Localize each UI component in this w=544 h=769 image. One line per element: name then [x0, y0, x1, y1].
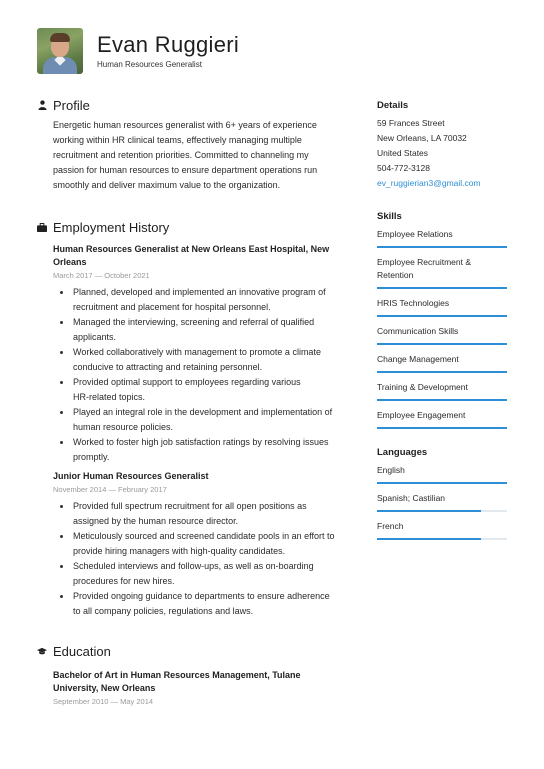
- skill-level-bar: [377, 315, 507, 317]
- skills-list: [377, 228, 507, 429]
- phone-number: 504-772-3128: [377, 163, 430, 173]
- profile-heading-text: Profile: [53, 97, 90, 113]
- language-label: English: [377, 465, 405, 475]
- list-item: Scheduled interviews and follow-ups, as well as on-boarding procedures for new hires.: [53, 559, 357, 589]
- main-column: [37, 95, 357, 706]
- language-label: Spanish; Castilian: [377, 493, 446, 503]
- employment-heading-text: Employment History: [53, 219, 170, 235]
- sidebar: [377, 100, 507, 548]
- profile-line: recruitment and retention priorities. Committed to channeling my: [53, 150, 309, 160]
- skill-level-fill: [377, 287, 507, 289]
- list-item: Meticulously sourced and screened candidate pools in an effort to provide hiring managers with high-quality candidates.: [53, 529, 357, 559]
- skill-level-fill: [377, 427, 507, 429]
- skill-label: Change Management: [377, 354, 459, 364]
- list-item: Worked to foster high job satisfaction ratings by resolving issues promptly.: [53, 435, 357, 465]
- job-bullets: [53, 499, 357, 619]
- city-line: New Orleans, LA 70032: [377, 133, 467, 143]
- skill-label: Employee Relations: [377, 229, 453, 239]
- education-date: September 2010 — May 2014: [53, 697, 154, 706]
- job-date: November 2014 — February 2017: [53, 485, 167, 494]
- list-item: Managed the interviewing, screening and referral of qualified applicants.: [53, 315, 357, 345]
- job-title-line: Human Resources Generalist at New Orleans East Hospital, New: [53, 244, 330, 254]
- candidate-name: Evan Ruggieri: [97, 31, 240, 57]
- skill-level-fill: [377, 246, 507, 248]
- skill-level-bar: [377, 287, 507, 289]
- profile-text: [53, 118, 357, 193]
- job-title: [53, 470, 357, 483]
- job-date: March 2017 — October 2021: [53, 271, 150, 280]
- skill-level-fill: [377, 399, 507, 401]
- language-level-bar: [377, 538, 507, 540]
- skill-level-fill: [377, 343, 507, 345]
- resume-header: [37, 27, 239, 74]
- language-level-bar: [377, 510, 507, 512]
- profile-line: working within HR clinical teams, effectively managing multiple: [53, 135, 302, 145]
- employment-heading: [37, 217, 357, 237]
- skill-item: [377, 297, 507, 317]
- language-level-fill: [377, 482, 507, 484]
- profile-photo: [37, 28, 83, 74]
- language-item: [377, 520, 507, 540]
- skill-level-bar: [377, 343, 507, 345]
- education-heading-text: Education: [53, 643, 111, 659]
- list-item: Provided full spectrum recruitment for all open positions as assigned by the human resource director.: [53, 499, 357, 529]
- skill-level-bar: [377, 246, 507, 248]
- profile-line: Energetic human resources generalist with 6+ years of experience: [53, 120, 317, 130]
- skill-label: Employee Engagement: [377, 410, 466, 420]
- skill-item: [377, 353, 507, 373]
- address-line: 59 Frances Street: [377, 118, 445, 128]
- job-entry: [37, 470, 357, 619]
- skill-label: HRIS Technologies: [377, 298, 450, 308]
- skill-label: Employee Recruitment &: [377, 257, 472, 267]
- profile-heading: [37, 95, 357, 115]
- skill-level-bar: [377, 371, 507, 373]
- skill-level-fill: [377, 371, 507, 373]
- list-item: Provided optimal support to employees regarding various HR-related topics.: [53, 375, 357, 405]
- language-level-fill: [377, 510, 481, 512]
- skill-item: [377, 381, 507, 401]
- profile-line: smoothly and deliver maximum value to the organization.: [53, 180, 281, 190]
- degree-title-line: University, New Orleans: [53, 683, 156, 693]
- skill-item: [377, 228, 507, 248]
- skill-level-bar: [377, 427, 507, 429]
- graduation-cap-icon: [37, 646, 47, 656]
- list-item: Worked collaboratively with management to promote a climate conducive to attracting and retaining personnel.: [53, 345, 357, 375]
- language-level-bar: [377, 482, 507, 484]
- list-item: Provided ongoing guidance to departments to ensure adherence to all company policies, regulations and laws.: [53, 589, 357, 619]
- list-item: Planned, developed and implemented an innovative program of recruitment and placement for hospital personnel.: [53, 285, 357, 315]
- details-block: [377, 116, 507, 191]
- skill-item: [377, 325, 507, 345]
- skill-item: [377, 256, 507, 289]
- job-title-line: Junior Human Resources Generalist: [53, 471, 209, 481]
- list-item: Played an integral role in the development and implementation of human resource policies.: [53, 405, 357, 435]
- language-level-fill: [377, 538, 481, 540]
- language-item: [377, 464, 507, 484]
- details-heading: Details: [377, 100, 409, 111]
- job-bullets: [53, 285, 357, 465]
- candidate-title: Human Resources Generalist: [97, 59, 202, 69]
- person-icon: [37, 100, 47, 110]
- skills-heading: Skills: [377, 211, 402, 222]
- skill-label: Communication Skills: [377, 326, 459, 336]
- briefcase-icon: [37, 222, 47, 232]
- skill-level-fill: [377, 315, 507, 317]
- degree-title-line: Bachelor of Art in Human Resources Management, Tulane: [53, 670, 301, 680]
- country-line: United States: [377, 148, 429, 158]
- education-entry: [37, 669, 357, 706]
- job-entry: [37, 243, 357, 465]
- profile-line: passion for human resources to ensure department operations run: [53, 165, 318, 175]
- name-block: [97, 33, 239, 69]
- skill-label: Retention: [377, 270, 414, 280]
- job-title: [53, 243, 357, 269]
- email-link[interactable]: ev_ruggierian3@gmail.com: [377, 178, 481, 188]
- skill-level-bar: [377, 399, 507, 401]
- degree-title: [53, 669, 357, 695]
- languages-list: [377, 464, 507, 540]
- language-item: [377, 492, 507, 512]
- language-label: French: [377, 521, 404, 531]
- job-title-line: Orleans: [53, 257, 87, 267]
- education-heading: [37, 641, 357, 661]
- languages-heading: Languages: [377, 447, 428, 458]
- skill-label: Training & Development: [377, 382, 468, 392]
- skill-item: [377, 409, 507, 429]
